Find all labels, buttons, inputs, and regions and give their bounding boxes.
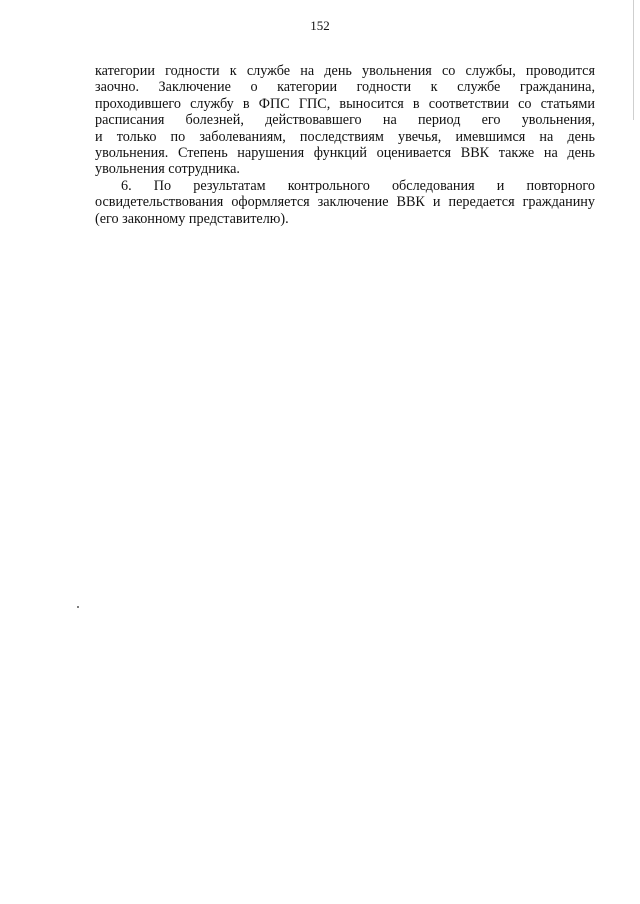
text-line: и только по заболеваниям, последствиям увечья, имевшимся на день	[95, 128, 595, 145]
text-line: увольнения. Степень нарушения функций оценивается ВВК также на день	[95, 144, 595, 161]
text-line: проходившего службу в ФПС ГПС, выносится в соответствии со статьями	[95, 95, 595, 112]
text-line: освидетельствования оформляется заключение ВВК и передается гражданину	[95, 194, 595, 211]
text-line: заочно. Заключение о категории годности к службе гражданина,	[95, 79, 595, 96]
text-line: (его законному представителю).	[95, 210, 289, 227]
scan-edge-mark	[633, 0, 634, 120]
body-text	[95, 63, 595, 227]
text-line: категории годности к службе на день увольнения со службы, проводится	[95, 63, 595, 79]
page-number: 152	[310, 18, 330, 33]
scan-speck	[77, 606, 79, 608]
text-line: расписания болезней, действовавшего на период его увольнения,	[95, 112, 595, 129]
text-line: 6. По результатам контрольного обследования и повторного	[121, 177, 595, 194]
text-line: увольнения сотрудника.	[95, 161, 240, 178]
